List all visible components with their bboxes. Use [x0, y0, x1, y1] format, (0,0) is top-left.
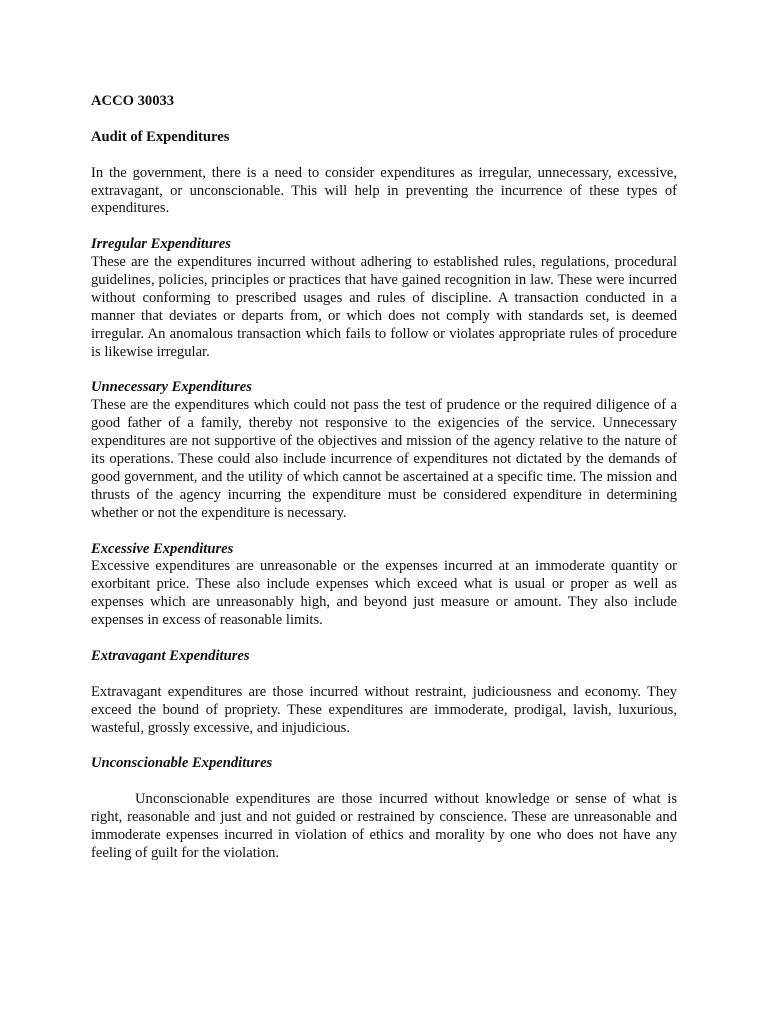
section-heading: Irregular Expenditures: [91, 236, 231, 253]
section-unconscionable: [91, 755, 677, 862]
section-irregular: [91, 236, 677, 361]
section-body: These are the expenditures incurred without adhering to established rules, regulations, procedural guidelines, policies, principles or practices that have gained recognition in law. These were incurred without conforming to prescribed usages and rules of discipline. A transaction conducted in a manner that deviates or departs from, or which does not comply with standards set, is deemed irregular. An anomalous transaction which fails to follow or violates appropriate rules of procedure is likewise irregular.: [91, 254, 677, 360]
section-body: Unconscionable expenditures are those incurred without knowledge or sense of what is right, reasonable and just and not guided or restrained by conscience. These are unreasonable and immoderate expenses incurred in violation of ethics and morality by one who does not have any feeling of guilt for the violation.: [91, 791, 677, 861]
course-code: ACCO 30033: [91, 93, 175, 109]
document-title: Audit of Expenditures: [91, 128, 230, 145]
section-unnecessary: [91, 379, 677, 522]
section-body: Extravagant expenditures are those incurred without restraint, judiciousness and economy. They exceed the bound of propriety. These expenditures are immoderate, prodigal, lavish, luxurious, wasteful, grossly excessive, and injudicious.: [91, 683, 677, 736]
section-heading: Unnecessary Expenditures: [91, 379, 252, 396]
section-excessive: [91, 541, 677, 631]
intro-paragraph: In the government, there is a need to consider expenditures as irregular, unnecessary, excessive, extravagant, or unconscionable. This will help in preventing the incurrence of these types of expenditures.: [91, 164, 677, 217]
section-body: These are the expenditures which could not pass the test of prudence or the required diligence of a good father of a family, thereby not responsive to the exigencies of the service. Unnecessary expenditures are not supportive of the objectives and mission of the agency relative to the nature of its operations. These could also include incurrence of expenditures not dictated by the demands of good government, and the utility of which cannot be ascertained at a specific time. The mission and thrusts of the agency incurring the expenditure must be considered expenditure in determining whether or not the expenditure is necessary.: [91, 397, 677, 521]
section-heading: Unconscionable Expenditures: [91, 755, 273, 772]
section-extravagant: [91, 648, 677, 738]
document-page: [91, 93, 677, 863]
section-heading: Extravagant Expenditures: [91, 648, 250, 664]
section-body: Excessive expenditures are unreasonable or the expenses incurred at an immoderate quantity or exorbitant price. These also include expenses which exceed what is usual or proper as well as expenses which are unreasonably high, and beyond just measure or amount. They also include expenses in excess of reasonable limits.: [91, 558, 677, 629]
section-heading: Excessive Expenditures: [91, 540, 234, 557]
